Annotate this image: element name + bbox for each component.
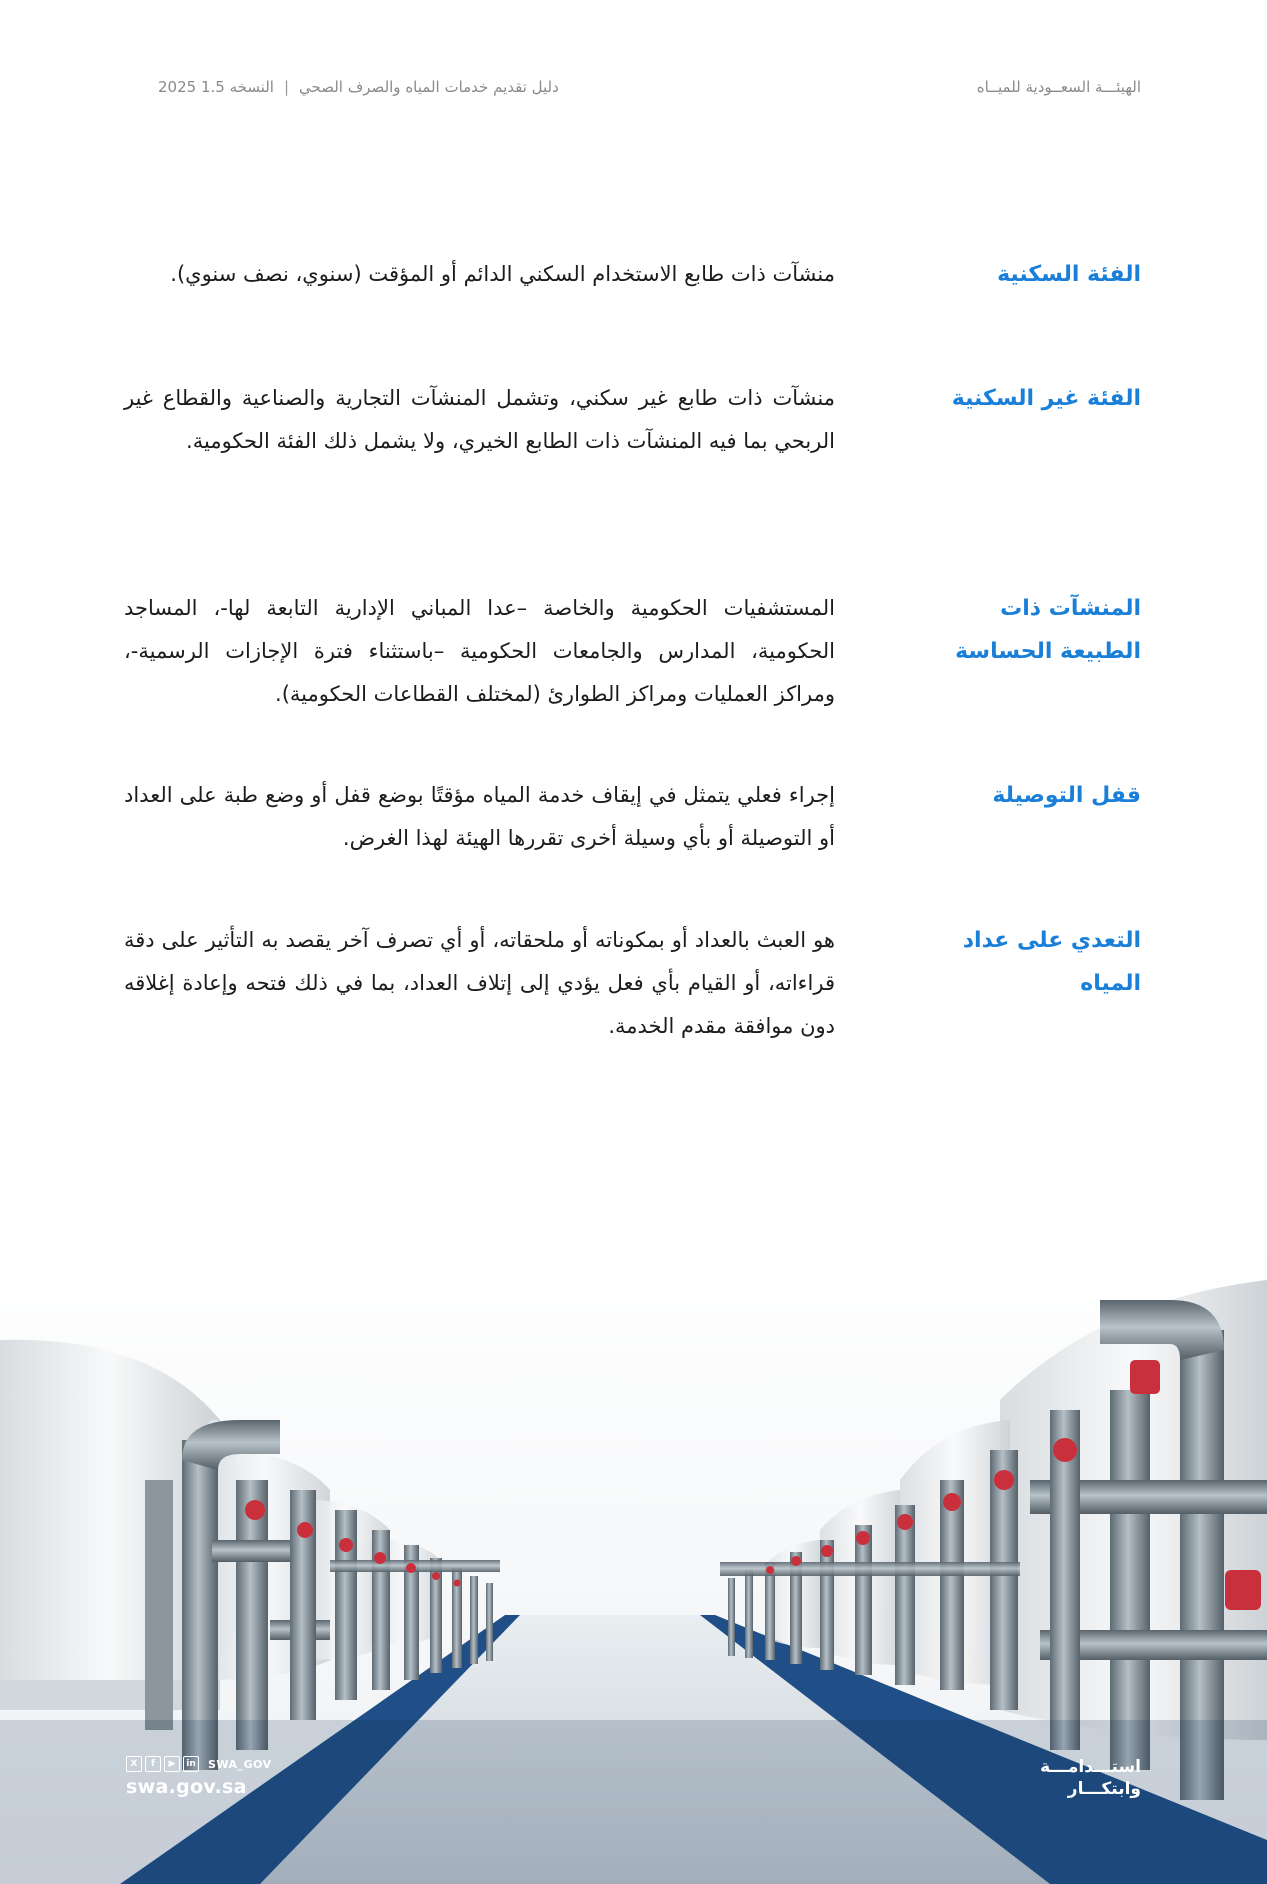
footer-contact: [126, 1756, 272, 1798]
linkedin-icon[interactable]: in: [183, 1756, 199, 1772]
facebook-icon[interactable]: f: [145, 1756, 161, 1772]
organization-name: الهيئـــة السعــودية للميــاه: [976, 78, 1141, 96]
website-link[interactable]: swa.gov.sa: [126, 1776, 247, 1798]
document-info: [158, 78, 559, 96]
slogan-line-2: وابتكـــار: [1067, 1779, 1141, 1799]
definition-term: الفئة غير السكنية: [951, 386, 1141, 411]
x-icon[interactable]: X: [126, 1756, 142, 1772]
definition-term: التعدي على عداد المياه: [962, 928, 1141, 996]
social-links: [126, 1756, 272, 1772]
definition-text: إجراء فعلي يتمثل في إيقاف خدمة المياه مؤقتًا بوضع قفل أو وضع طبة على العداد أو التوصيلة أو بأي وسيلة أخرى تقررها الهيئة لهذا الغرض.: [124, 783, 835, 850]
definition-text: منشآت ذات طابع الاستخدام السكني الدائم أو المؤقت (سنوي، نصف سنوي).: [170, 262, 835, 286]
document-title: دليل تقديم خدمات المياه والصرف الصحي: [299, 78, 559, 96]
page-header: [158, 78, 1141, 102]
definition-text: المستشفيات الحكومية والخاصة –عدا المباني الإدارية التابعة لها-، المساجد الحكومية، المدارس والجامعات الحكومية –باستثناء فترة الإجازات الرسمية-، ومراكز العمليات ومراكز الطوارئ (لمختلف القطاعات الحكومية).: [124, 596, 835, 706]
youtube-icon[interactable]: ▶: [164, 1756, 180, 1772]
social-handle: SWA_GOV: [208, 1757, 272, 1771]
definition-text: هو العبث بالعداد أو بمكوناته أو ملحقاته، أو أي تصرف آخر يقصد به التأثير على دقة قراءاته، أو القيام بأي فعل يؤدي إلى إتلاف العداد، بما في ذلك فتحه وإعادة إغلاقه دون موافقة مقدم الخدمة.: [124, 928, 835, 1038]
definition-term: المنشآت ذات الطبيعة الحساسة: [955, 596, 1141, 664]
definition-term: قفل التوصيلة: [992, 783, 1141, 808]
slogan-line-1: استـــدامـــة: [1040, 1757, 1141, 1777]
definition-term: الفئة السكنية: [997, 262, 1141, 287]
header-separator: |: [283, 78, 290, 96]
document-version: النسخه 1.5 2025: [158, 78, 274, 96]
definition-text: منشآت ذات طابع غير سكني، وتشمل المنشآت التجارية والصناعية والقطاع غير الربحي بما فيه المنشآت ذات الطابع الخيري، ولا يشمل ذلك الفئة الحكومية.: [124, 386, 835, 453]
slogan-logo: [1040, 1756, 1141, 1800]
